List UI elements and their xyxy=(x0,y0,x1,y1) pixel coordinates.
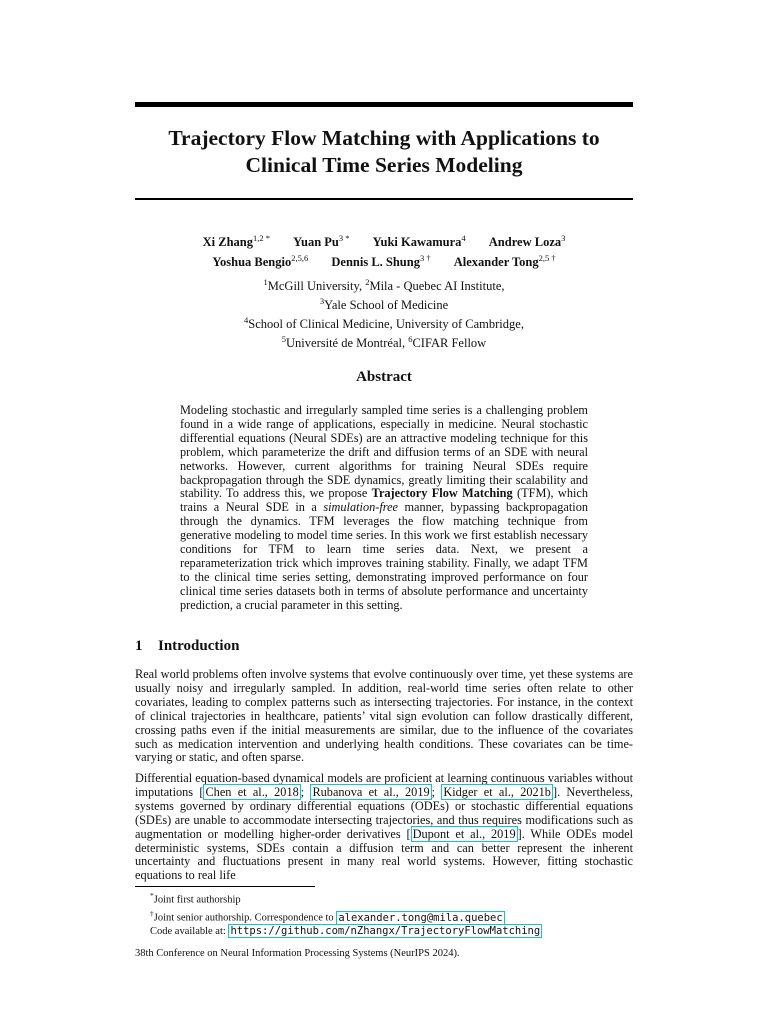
affiliation-line: $^4$School of Clinical Medicine, University of Cambridge, xyxy=(244,315,524,332)
code-url-link[interactable]: https://github.com/nZhangx/TrajectoryFlowMatching xyxy=(230,925,541,937)
author: Alexander Tong$^{2,5 \dagger}$ xyxy=(453,253,556,270)
author-row-1 xyxy=(135,230,633,250)
title-line-2: Clinical Time Series Modeling xyxy=(245,153,523,177)
title-line-1: Trajectory Flow Matching with Applications to xyxy=(168,126,600,150)
paper-title xyxy=(135,125,633,179)
top-rule xyxy=(135,102,633,107)
footnote: †Joint senior authorship. Correspondence to alexander.tong@mila.quebec xyxy=(150,909,503,924)
author: Andrew Loza$^3$ xyxy=(488,233,566,250)
affiliation-line: $^1$McGill University, $^2$Mila - Quebec AI Institute, xyxy=(263,277,505,294)
intro-paragraph-2: Differential equation-based dynamical models are proficient at learning continuous variables without imputations [ Chen et al., 2018 ; Rubanova et al., 2019 ; Kidger et al., 2021b ]. Nevertheless, systems governed by ordinary differential equations (ODEs) or stochastic differential equations (SDEs) are unable to accommodate intersecting trajectories, and thus requires modifications such as augmentation or modelling higher-order derivatives [ Dupont et al., 2019 ]. While ODEs model deterministic systems, SDEs contain a diffusion term and can better represent the inherent uncertainty and fluctuations present in many real world systems. However, fitting stochastic equations to real life xyxy=(135,771,634,883)
abstract-text: Modeling stochastic and irregularly sampled time series is a challenging problem found in a wide range of applications, especially in medicine. Neural stochastic differential equations (Neural SDEs) are an attractive modeling technique for this problem, which parameterize the drift and diffusion terms of an SDE with neural networks. However, current algorithms for training Neural SDEs require backpropagation through the SDE dynamics, greatly limiting their scalability and stability. To address this, we propose Trajectory Flow Matching (TFM), which trains a Neural SDE in a simulation-free manner, bypassing backpropagation through the dynamics. TFM leverages the flow matching technique from generative modeling to model time series. In this work we first establish necessary conditions for TFM to learn time series data. Next, we present a reparameterization trick which improves training stability. Finally, we adapt TFM to the clinical time series setting, demonstrating improved performance on four clinical time series datasets both in terms of absolute performance and uncertainty prediction, a crucial parameter in this setting. xyxy=(180,403,588,612)
citation-link[interactable]: Kidger et al., 2021b xyxy=(443,784,551,799)
emphasis: simulation-free xyxy=(323,500,398,515)
section-heading xyxy=(135,638,239,655)
affiliations xyxy=(135,275,633,352)
email-link[interactable]: alexander.tong@mila.quebec xyxy=(338,911,503,924)
intro-paragraph-1: Real world problems often involve systems that evolve continuously over time, yet these systems are usually noisy and irregularly sampled. In addition, real-world time series often relate to other covariates, leading to complex patterns such as intersecting trajectories. For instance, in the context of clinical trajectories in healthcare, patients’ vital sign evolution can follow drastically different, crossing paths even if the initial measurements are similar, due to the influence of the covariates such as medication intervention and underlying health conditions. These covariates can be time-varying or static, and often sparse. xyxy=(135,667,633,765)
citation-link[interactable]: Rubanova et al., 2019 xyxy=(312,784,430,799)
author: Yuan $Pu^{3 *}$ xyxy=(293,233,350,250)
citation-link[interactable]: Dupont et al., 2019 xyxy=(412,826,516,841)
affiliation-line: $^3$Yale School of Medicine xyxy=(319,296,449,313)
author: Yoshua Bengio$^{2,5,6}$ xyxy=(212,253,309,270)
title-rule xyxy=(135,198,633,200)
section-title: Introduction xyxy=(158,638,240,654)
abstract-heading: Abstract xyxy=(356,369,412,385)
author: Dennis L. Shung$^{3 \dagger}$ xyxy=(331,253,431,270)
footnotes xyxy=(150,889,630,939)
author-list xyxy=(135,230,633,270)
conference-footer: 38th Conference on Neural Information Processing Systems (NeurIPS 2024). xyxy=(135,948,460,959)
footnote: Code available at: https://github.com/nZhangx/TrajectoryFlowMatching xyxy=(150,925,541,937)
citation-link[interactable]: Chen et al., 2018 xyxy=(205,784,299,799)
method-name: Trajectory Flow Matching xyxy=(371,486,513,501)
author-row-2 xyxy=(135,250,633,270)
author: Xi Zhang$^{1,2 *}$ xyxy=(202,233,270,250)
section-number: 1 xyxy=(135,638,143,654)
footnote: *Joint first authorship xyxy=(150,891,241,906)
footnote-rule xyxy=(135,886,315,887)
affiliation-line: $^5$Université de Montréal, $^6$CIFAR Fellow xyxy=(281,334,487,351)
author: Yuki Kawamura$^4$ xyxy=(372,233,466,250)
